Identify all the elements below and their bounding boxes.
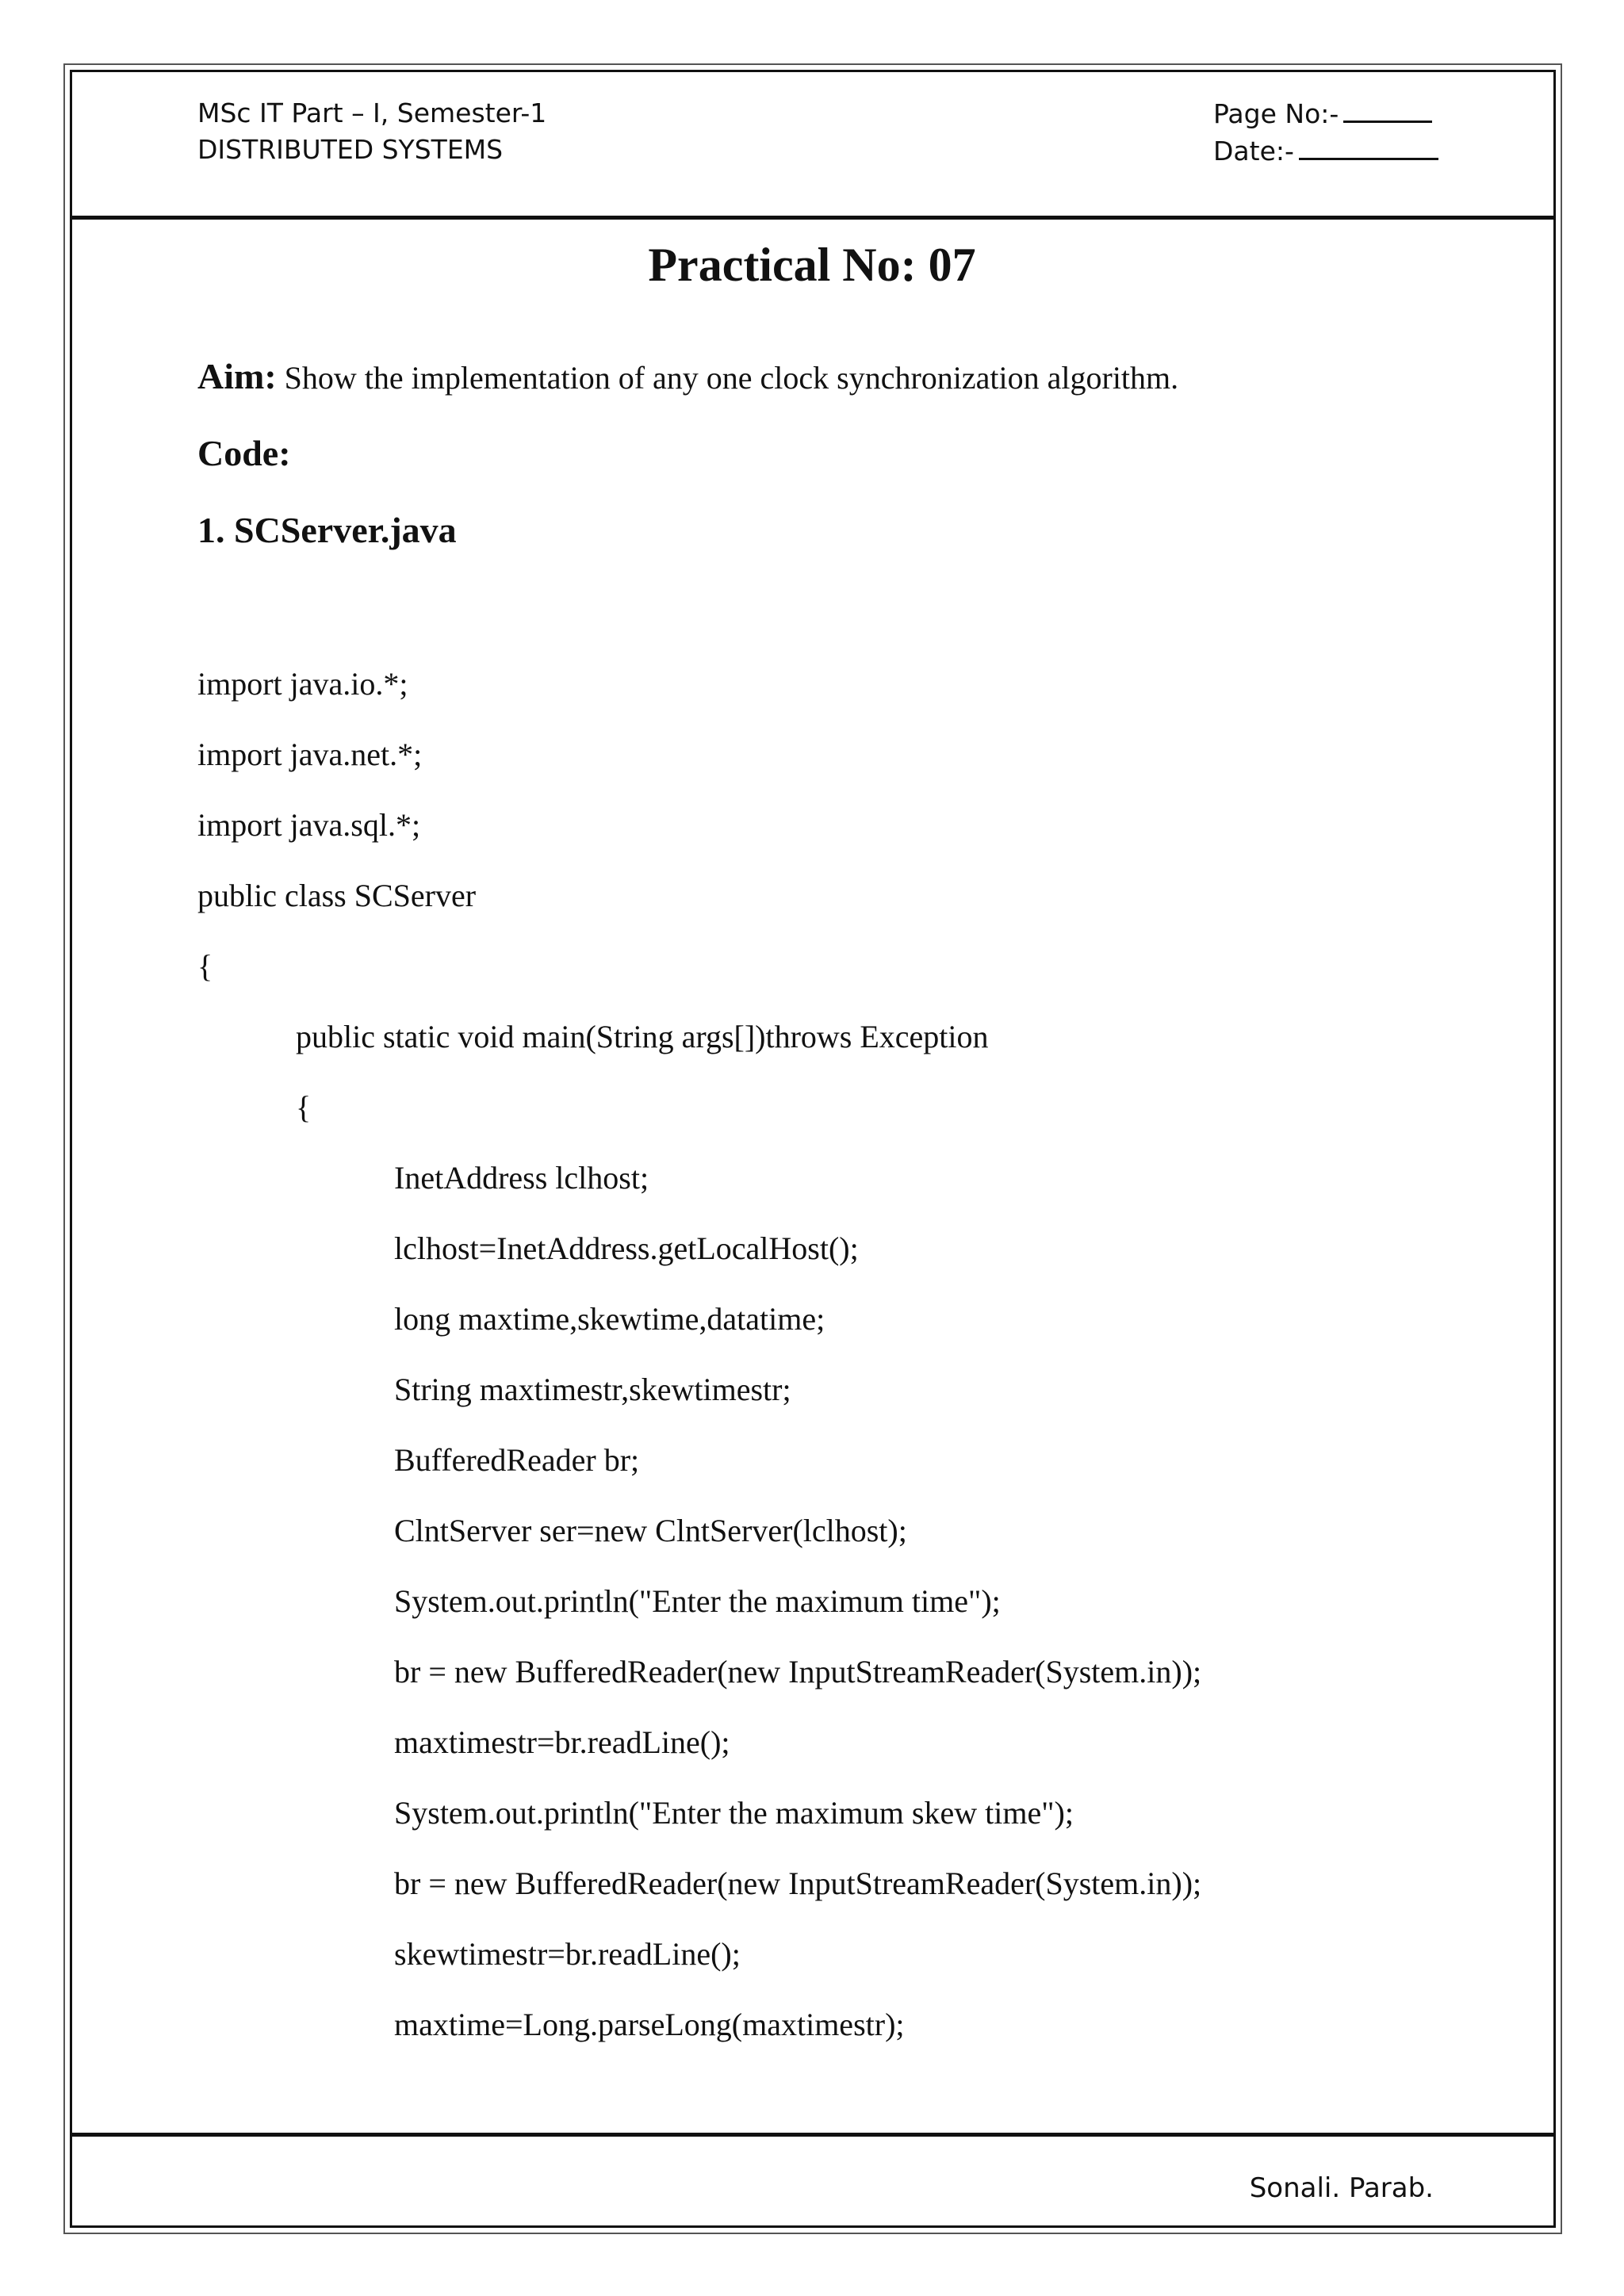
page-number-field bbox=[1213, 95, 1438, 132]
date-label: Date:- bbox=[1213, 136, 1294, 166]
practical-title: Practical No: 07 bbox=[648, 239, 976, 291]
code-line: ClntServer ser=new ClntServer(lclhost); bbox=[394, 1513, 907, 1548]
code-line: { bbox=[197, 948, 213, 984]
footer-divider bbox=[70, 2133, 1556, 2137]
page-number-blank bbox=[1343, 95, 1432, 123]
header-divider bbox=[70, 216, 1556, 220]
code-line: maxtime=Long.parseLong(maxtimestr); bbox=[394, 2007, 905, 2042]
code-line: public class SCServer bbox=[197, 878, 477, 913]
code-line: { bbox=[296, 1089, 312, 1125]
code-line: import java.net.*; bbox=[197, 737, 423, 772]
page-number-label: Page No:- bbox=[1213, 98, 1339, 129]
header-right bbox=[1213, 95, 1438, 170]
code-line: br = new BufferedReader(new InputStreamReader(System.in)); bbox=[394, 1866, 1202, 1901]
code-heading: Code: bbox=[197, 433, 291, 473]
header-left bbox=[197, 95, 546, 168]
code-line: maxtimestr=br.readLine(); bbox=[394, 1724, 730, 1760]
code-line: import java.sql.*; bbox=[197, 807, 421, 843]
code-line: lclhost=InetAddress.getLocalHost(); bbox=[394, 1230, 859, 1266]
file-heading: 1. SCServer.java bbox=[197, 510, 457, 550]
aim-label: Aim: bbox=[197, 356, 277, 396]
subject-label: DISTRIBUTED SYSTEMS bbox=[197, 134, 504, 165]
date-blank bbox=[1299, 132, 1438, 160]
course-label: MSc IT Part – I, Semester-1 bbox=[197, 98, 547, 128]
date-field bbox=[1213, 132, 1438, 170]
code-line: System.out.println("Enter the maximum skew time"); bbox=[394, 1795, 1074, 1831]
code-block bbox=[197, 664, 1506, 2076]
aim-statement bbox=[197, 355, 1178, 397]
code-line: import java.io.*; bbox=[197, 666, 408, 702]
code-line: long maxtime,skewtime,datatime; bbox=[394, 1301, 825, 1337]
code-line: BufferedReader br; bbox=[394, 1442, 640, 1478]
code-line: System.out.println("Enter the maximum time"); bbox=[394, 1583, 1001, 1619]
code-line: InetAddress lclhost; bbox=[394, 1160, 649, 1196]
footer-author: Sonali. Parab. bbox=[1249, 2172, 1434, 2204]
aim-text: Show the implementation of any one clock synchronization algorithm. bbox=[276, 360, 1179, 396]
code-line: public static void main(String args[])throws Exception bbox=[296, 1019, 989, 1054]
code-line: String maxtimestr,skewtimestr; bbox=[394, 1372, 791, 1407]
code-line: br = new BufferedReader(new InputStreamReader(System.in)); bbox=[394, 1654, 1202, 1689]
code-line: skewtimestr=br.readLine(); bbox=[394, 1936, 741, 1972]
